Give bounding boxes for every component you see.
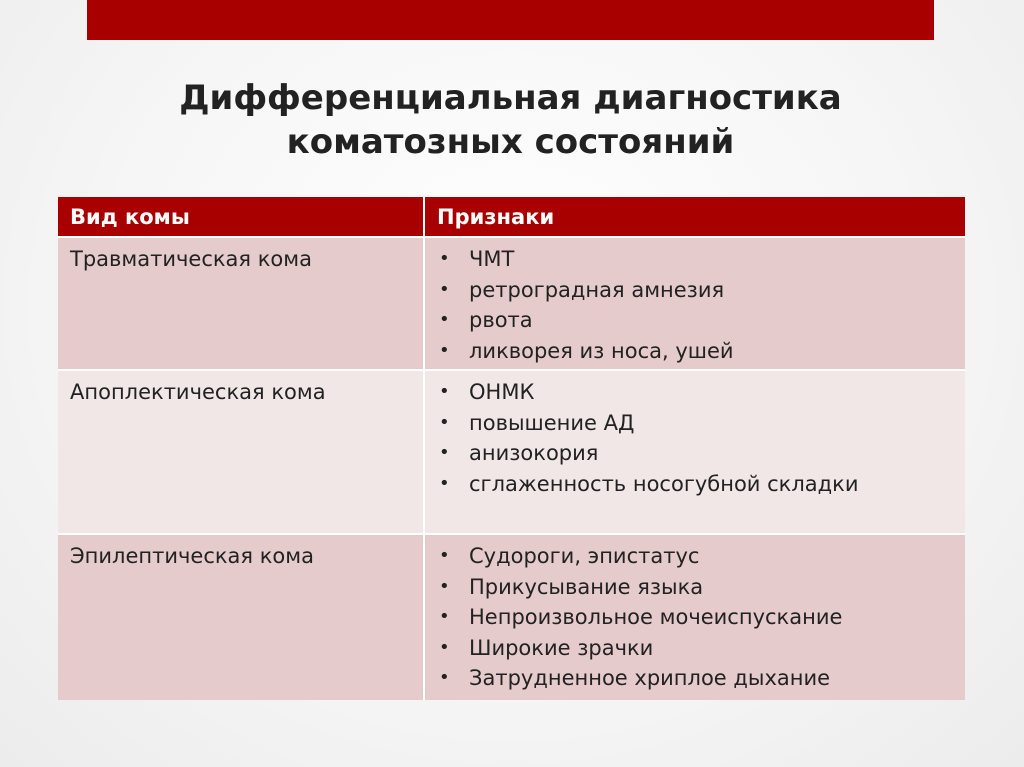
coma-type-label: Эпилептическая кома [70, 544, 314, 568]
sign-item: • ретроградная амнезия [437, 275, 953, 306]
column-header-signs: Признаки [424, 197, 965, 237]
coma-type-label: Апоплектическая кома [70, 380, 326, 404]
coma-type-cell [58, 534, 424, 700]
slide-title-line-1: Дифференциальная диагностика [179, 78, 842, 118]
sign-item: • ЧМТ [437, 244, 953, 275]
top-accent-bar [87, 0, 934, 40]
signs-list [437, 541, 953, 694]
coma-type-cell [58, 370, 424, 534]
coma-type-label: Травматическая кома [70, 247, 312, 271]
table-header-row [58, 197, 965, 237]
slide-title [87, 76, 934, 164]
sign-item: • ликворея из носа, ушей [437, 336, 953, 367]
sign-item: • Затрудненное хриплое дыхание [437, 663, 953, 694]
sign-item: • ОНМК [437, 377, 953, 408]
signs-cell [424, 237, 965, 370]
signs-cell [424, 370, 965, 534]
sign-item: • Судороги, эпистатус [437, 541, 953, 572]
sign-item: • анизокория [437, 438, 953, 469]
sign-item: • рвота [437, 305, 953, 336]
table-row [58, 534, 965, 700]
slide-title-line-2: коматозных состояний [286, 122, 735, 162]
column-header-coma-type: Вид комы [58, 197, 424, 237]
sign-item: • Широкие зрачки [437, 633, 953, 664]
sign-item: • Непроизвольное мочеиспускание [437, 602, 953, 633]
table-row [58, 370, 965, 534]
table-row [58, 237, 965, 370]
coma-diagnosis-table [58, 197, 965, 700]
coma-type-cell [58, 237, 424, 370]
signs-list [437, 377, 953, 499]
sign-item: • повышение АД [437, 408, 953, 439]
sign-item: • сглаженность носогубной складки [437, 469, 953, 500]
sign-item: • Прикусывание языка [437, 572, 953, 603]
signs-cell [424, 534, 965, 700]
signs-list [437, 244, 953, 366]
